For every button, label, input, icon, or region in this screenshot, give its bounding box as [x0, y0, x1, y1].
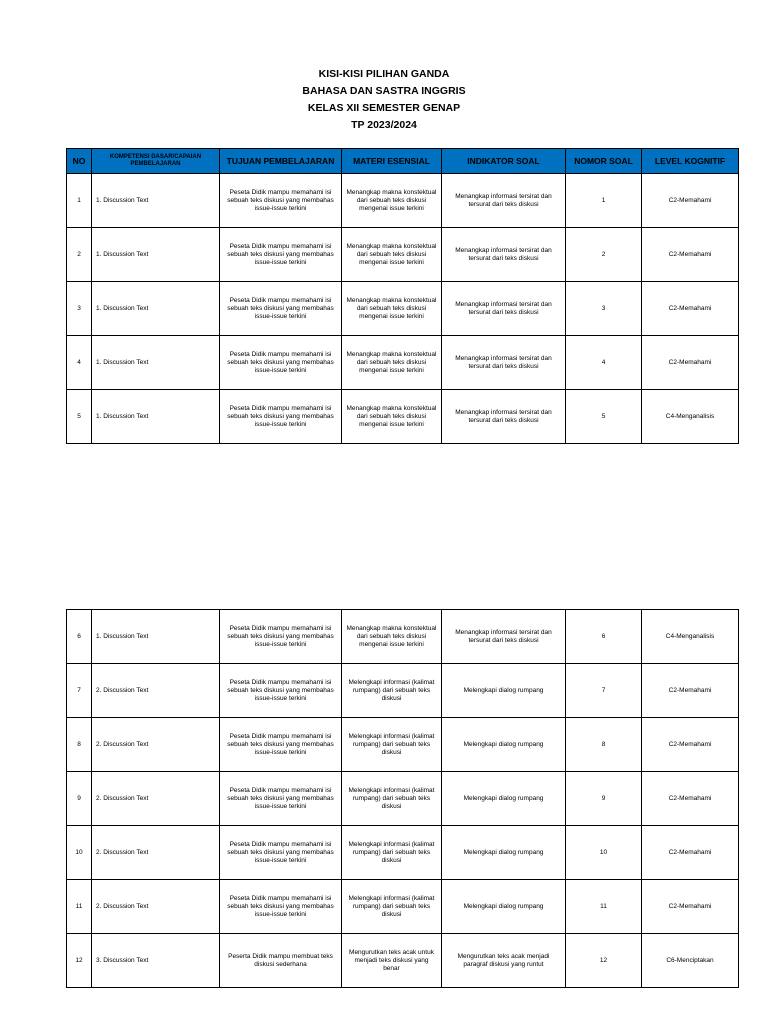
- cell-materi: Melengkapi informasi (kalimat rumpang) dari sebuah teks diskusi: [342, 664, 442, 718]
- header-tujuan: TUJUAN PEMBELAJARAN: [220, 149, 342, 174]
- header-no: NO: [67, 149, 92, 174]
- table-row: [67, 390, 739, 444]
- header-indikator: INDIKATOR SOAL: [442, 149, 566, 174]
- cell-no: 7: [67, 664, 92, 718]
- cell-tujuan: Peseta Didik mampu memahami isi sebuah teks diskusi yang membahas issue-issue terkini: [220, 718, 342, 772]
- cell-nomor: 9: [566, 772, 642, 826]
- table-row: [67, 282, 739, 336]
- kisi-kisi-table-page-2: [66, 609, 739, 988]
- cell-level: C2-Memahami: [642, 664, 739, 718]
- cell-tujuan: Peseta Didik mampu memahami isi sebuah teks diskusi yang membahas issue-issue terkini: [220, 880, 342, 934]
- cell-kompetensi: 1. Discussion Text: [92, 174, 220, 228]
- cell-materi: Menangkap makna konstektual dari sebuah teks diskusi mengenai issue terkini: [342, 390, 442, 444]
- cell-nomor: 3: [566, 282, 642, 336]
- cell-indikator: Melengkapi dialog rumpang: [442, 880, 566, 934]
- cell-no: 5: [67, 390, 92, 444]
- cell-materi: Menangkap makna konstektual dari sebuah teks diskusi mengenai issue terkini: [342, 282, 442, 336]
- cell-nomor: 4: [566, 336, 642, 390]
- cell-level: C4-Menganalisis: [642, 390, 739, 444]
- document-title: [0, 66, 768, 134]
- cell-materi: Menangkap makna konstektual dari sebuah teks diskusi mengenai issue terkini: [342, 610, 442, 664]
- table-row: [67, 228, 739, 282]
- cell-tujuan: Peseta Didik mampu memahami isi sebuah teks diskusi yang membahas issue-issue terkini: [220, 282, 342, 336]
- cell-no: 6: [67, 610, 92, 664]
- cell-tujuan: Peserta Didik mampu membuat teks diskusi sederhana: [220, 934, 342, 988]
- cell-nomor: 2: [566, 228, 642, 282]
- cell-tujuan: Peseta Didik mampu memahami isi sebuah teks diskusi yang membahas issue-issue terkini: [220, 228, 342, 282]
- cell-kompetensi: 2. Discussion Text: [92, 826, 220, 880]
- table-row: [67, 880, 739, 934]
- cell-level: C4-Menganalisis: [642, 610, 739, 664]
- cell-nomor: 5: [566, 390, 642, 444]
- table-row: [67, 826, 739, 880]
- kisi-kisi-table-page-1: [66, 148, 739, 444]
- cell-indikator: Menangkap informasi tersirat dan tersurat dari teks diskusi: [442, 174, 566, 228]
- cell-level: C2-Memahami: [642, 772, 739, 826]
- table-row: [67, 772, 739, 826]
- cell-materi: Melengkapi informasi (kalimat rumpang) dari sebuah teks diskusi: [342, 826, 442, 880]
- cell-no: 8: [67, 718, 92, 772]
- cell-tujuan: Peseta Didik mampu memahami isi sebuah teks diskusi yang membahas issue-issue terkini: [220, 826, 342, 880]
- cell-no: 1: [67, 174, 92, 228]
- cell-tujuan: Peseta Didik mampu memahami isi sebuah teks diskusi yang membahas issue-issue terkini: [220, 772, 342, 826]
- title-line-1: KISI-KISI PILIHAN GANDA: [318, 68, 450, 80]
- cell-tujuan: Peseta Didik mampu memahami isi sebuah teks diskusi yang membahas issue-issue terkini: [220, 174, 342, 228]
- table-header-row: [67, 149, 739, 174]
- table-row: [67, 336, 739, 390]
- table-row: [67, 934, 739, 988]
- cell-tujuan: Peseta Didik mampu memahami isi sebuah teks diskusi yang membahas issue-issue terkini: [220, 336, 342, 390]
- table-row: [67, 610, 739, 664]
- cell-no: 12: [67, 934, 92, 988]
- title-line-3: KELAS XII SEMESTER GENAP: [307, 102, 461, 114]
- cell-kompetensi: 2. Discussion Text: [92, 772, 220, 826]
- title-line-4: TP 2023/2024: [351, 119, 417, 131]
- cell-indikator: Menangkap informasi tersirat dan tersurat dari teks diskusi: [442, 282, 566, 336]
- cell-level: C2-Memahami: [642, 228, 739, 282]
- table-body-page-1: [67, 174, 739, 444]
- cell-kompetensi: 1. Discussion Text: [92, 390, 220, 444]
- cell-indikator: Menangkap informasi tersirat dan tersurat dari teks diskusi: [442, 610, 566, 664]
- cell-nomor: 1: [566, 174, 642, 228]
- cell-tujuan: Peseta Didik mampu memahami isi sebuah teks diskusi yang membahas issue-issue terkini: [220, 664, 342, 718]
- cell-materi: Melengkapi informasi (kalimat rumpang) dari sebuah teks diskusi: [342, 880, 442, 934]
- table-row: [67, 174, 739, 228]
- cell-materi: Menangkap makna konstektual dari sebuah teks diskusi mengenai issue terkini: [342, 228, 442, 282]
- table-row: [67, 718, 739, 772]
- cell-nomor: 12: [566, 934, 642, 988]
- cell-materi: Menangkap makna konstektual dari sebuah teks diskusi mengenai issue terkini: [342, 336, 442, 390]
- cell-indikator: Melengkapi dialog rumpang: [442, 718, 566, 772]
- cell-indikator: Melengkapi dialog rumpang: [442, 664, 566, 718]
- cell-level: C2-Memahami: [642, 826, 739, 880]
- cell-kompetensi: 3. Discussion Text: [92, 934, 220, 988]
- cell-nomor: 7: [566, 664, 642, 718]
- cell-indikator: Menangkap informasi tersirat dan tersurat dari teks diskusi: [442, 228, 566, 282]
- header-materi: MATERI ESENSIAL: [342, 149, 442, 174]
- cell-nomor: 8: [566, 718, 642, 772]
- cell-kompetensi: 1. Discussion Text: [92, 336, 220, 390]
- cell-materi: Menangkap makna konstektual dari sebuah teks diskusi mengenai issue terkini: [342, 174, 442, 228]
- cell-kompetensi: 1. Discussion Text: [92, 228, 220, 282]
- cell-no: 2: [67, 228, 92, 282]
- cell-no: 10: [67, 826, 92, 880]
- cell-kompetensi: 1. Discussion Text: [92, 610, 220, 664]
- header-level: LEVEL KOGNITIF: [642, 149, 739, 174]
- table-body-page-2: [67, 610, 739, 988]
- cell-nomor: 10: [566, 826, 642, 880]
- cell-no: 11: [67, 880, 92, 934]
- header-nomor: NOMOR SOAL: [566, 149, 642, 174]
- cell-kompetensi: 2. Discussion Text: [92, 718, 220, 772]
- cell-tujuan: Peseta Didik mampu memahami isi sebuah teks diskusi yang membahas issue-issue terkini: [220, 390, 342, 444]
- cell-no: 4: [67, 336, 92, 390]
- cell-no: 9: [67, 772, 92, 826]
- cell-kompetensi: 2. Discussion Text: [92, 664, 220, 718]
- cell-no: 3: [67, 282, 92, 336]
- cell-indikator: Melengkapi dialog rumpang: [442, 826, 566, 880]
- header-kompetensi: KOMPETENSI DASAR/CAPAIAN PEMBELAJARAN: [92, 149, 220, 174]
- cell-kompetensi: 2. Discussion Text: [92, 880, 220, 934]
- cell-level: C2-Memahami: [642, 718, 739, 772]
- cell-level: C2-Memahami: [642, 174, 739, 228]
- cell-indikator: Menangkap informasi tersirat dan tersurat dari teks diskusi: [442, 390, 566, 444]
- cell-indikator: Melengkapi dialog rumpang: [442, 772, 566, 826]
- cell-kompetensi: 1. Discussion Text: [92, 282, 220, 336]
- cell-level: C2-Memahami: [642, 282, 739, 336]
- cell-materi: Melengkapi informasi (kalimat rumpang) dari sebuah teks diskusi: [342, 772, 442, 826]
- cell-nomor: 11: [566, 880, 642, 934]
- table-row: [67, 664, 739, 718]
- cell-indikator: Menangkap informasi tersirat dan tersurat dari teks diskusi: [442, 336, 566, 390]
- cell-level: C6-Menciptakan: [642, 934, 739, 988]
- cell-materi: Mengurutkan teks acak untuk menjadi teks diskusi yang benar: [342, 934, 442, 988]
- cell-indikator: Mengurutkan teks acak menjadi paragraf diskusi yang runtut: [442, 934, 566, 988]
- cell-nomor: 6: [566, 610, 642, 664]
- title-line-2: BAHASA DAN SASTRA INGGRIS: [302, 85, 466, 97]
- cell-tujuan: Peseta Didik mampu memahami isi sebuah teks diskusi yang membahas issue-issue terkini: [220, 610, 342, 664]
- cell-level: C2-Memahami: [642, 880, 739, 934]
- cell-materi: Melengkapi informasi (kalimat rumpang) dari sebuah teks diskusi: [342, 718, 442, 772]
- cell-level: C2-Memahami: [642, 336, 739, 390]
